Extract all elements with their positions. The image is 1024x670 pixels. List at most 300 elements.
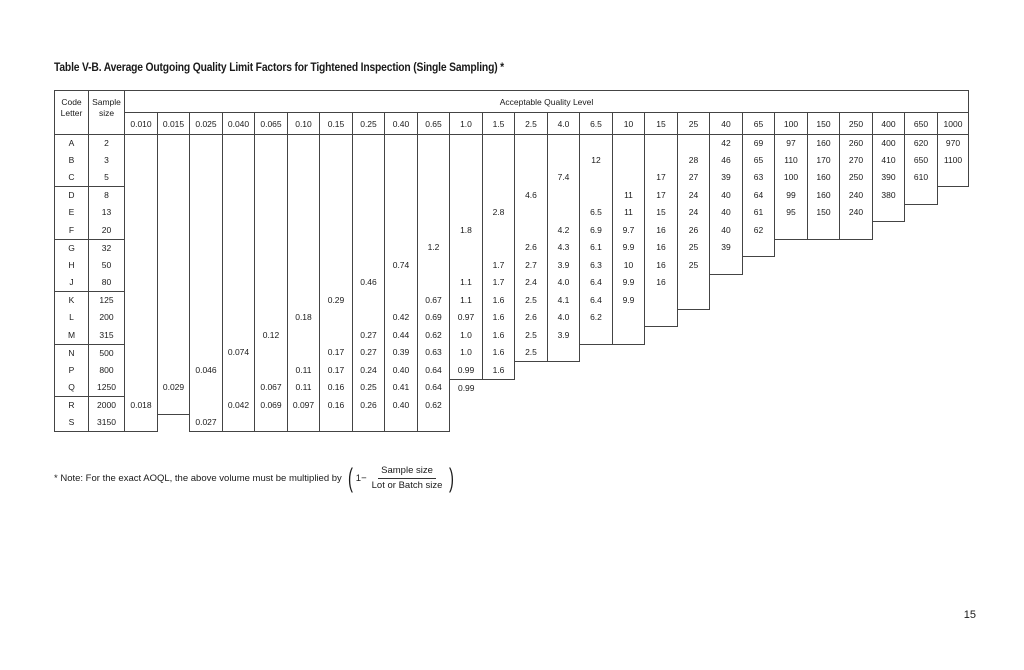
aoql-factor-cell: [223, 257, 255, 275]
aoql-factor-cell: [190, 397, 223, 415]
aql-level-header: 25: [678, 113, 710, 135]
aoql-factor-cell: 25: [678, 239, 710, 257]
code-letter-cell: E: [55, 204, 89, 222]
code-letter-cell: B: [55, 152, 89, 169]
aoql-factor-cell: [190, 379, 223, 397]
aoql-factor-cell: 0.40: [385, 362, 418, 380]
aoql-factor-cell: [125, 327, 158, 345]
aoql-factor-cell: [158, 362, 190, 380]
aoql-factor-cell: [418, 274, 450, 292]
aoql-factor-cell: [710, 379, 743, 397]
aoql-factor-cell: [938, 397, 969, 415]
aoql-factor-cell: [255, 204, 288, 222]
aoql-factor-cell: [548, 204, 580, 222]
page-number: 15: [963, 609, 976, 621]
sample-size-cell: 125: [89, 292, 125, 310]
aoql-factor-cell: 46: [710, 152, 743, 169]
aoql-factor-cell: 1.7: [483, 257, 515, 275]
aql-level-header: 0.040: [223, 113, 255, 135]
aoql-factor-cell: [288, 292, 320, 310]
sample-size-cell: 3150: [89, 414, 125, 432]
code-letter-cell: F: [55, 222, 89, 240]
aoql-factor-cell: 64: [743, 187, 775, 205]
aoql-factor-cell: 17: [645, 187, 678, 205]
aoql-factor-cell: [613, 309, 645, 327]
aoql-factor-cell: 1.2: [418, 239, 450, 257]
aoql-factor-cell: 0.99: [457, 382, 475, 393]
sample-size-cell: 800: [89, 362, 125, 380]
aoql-factor-cell: 1100: [938, 152, 969, 169]
aoql-factors-table: [54, 90, 969, 432]
aoql-factor-cell: [548, 414, 580, 432]
table-row: [55, 152, 969, 169]
aoql-factor-cell: 40: [710, 204, 743, 222]
aoql-factor-cell: [645, 379, 678, 397]
aoql-factor-cell: [418, 257, 450, 275]
sample-size-header-line1: Sample: [92, 97, 121, 107]
aoql-factor-cell: [613, 362, 645, 380]
aoql-factor-cell: [905, 239, 938, 257]
aql-level-header: 0.65: [418, 113, 450, 135]
aoql-factor-cell: [255, 344, 288, 362]
aoql-factor-cell: [710, 274, 743, 292]
aoql-factor-cell: 0.62: [418, 397, 450, 415]
aoql-factor-cell: [125, 414, 158, 432]
aoql-factor-cell: [223, 135, 255, 153]
aoql-factor-cell: [808, 309, 840, 327]
aoql-factor-cell: 9.9: [613, 292, 645, 310]
aoql-factor-cell: [418, 135, 450, 153]
table-row: [55, 239, 969, 257]
aoql-factor-cell: [873, 414, 905, 432]
aoql-factor-cell: [515, 362, 548, 380]
aoql-factor-cell: [515, 204, 548, 222]
aoql-factor-cell: [905, 204, 938, 222]
aoql-factor-cell: [873, 362, 905, 380]
aoql-factor-cell: 6.5: [580, 204, 613, 222]
aoql-factor-cell: [255, 187, 288, 205]
aoql-factor-cell: [353, 257, 385, 275]
aql-level-header: 0.25: [353, 113, 385, 135]
aoql-factor-cell: [223, 327, 255, 345]
aoql-factor-cell: [385, 187, 418, 205]
aql-level-header: 100: [775, 113, 808, 135]
aoql-factor-cell: [418, 222, 450, 240]
aoql-factor-cell: 2.6: [515, 239, 548, 257]
aoql-factor-cell: [580, 327, 613, 345]
code-letter-cell: H: [55, 257, 89, 275]
aoql-factor-cell: [158, 397, 190, 415]
aoql-factor-cell: [125, 152, 158, 169]
aoql-factor-cell: 0.44: [385, 327, 418, 345]
aoql-factor-cell: [775, 257, 808, 275]
table-row: [55, 344, 969, 362]
aoql-factor-cell: [905, 379, 938, 397]
aoql-factor-cell: 0.097: [288, 397, 320, 415]
aoql-factor-cell: 380: [873, 187, 905, 205]
aoql-factor-cell: 1.6: [483, 292, 515, 310]
aoql-factor-cell: 2.6: [515, 309, 548, 327]
aoql-factor-cell: [385, 222, 418, 240]
table-body: [55, 135, 969, 432]
aoql-factor-cell: [938, 344, 969, 362]
aoql-factor-cell: [873, 274, 905, 292]
aoql-factor-cell: [418, 152, 450, 169]
aoql-factor-cell: [158, 152, 190, 169]
aoql-factor-cell: 2.5: [515, 327, 548, 345]
aoql-factor-cell: 9.9: [613, 239, 645, 257]
aql-level-header: 400: [873, 113, 905, 135]
aoql-factor-cell: [515, 152, 548, 169]
aoql-factor-cell: [255, 274, 288, 292]
code-letter-cell: M: [55, 327, 89, 345]
aoql-factor-cell: [125, 187, 158, 205]
aoql-factor-cell: [905, 187, 938, 205]
aoql-factor-cell: [873, 327, 905, 345]
aoql-factor-cell: [288, 344, 320, 362]
sample-size-cell: 2000: [89, 397, 125, 415]
aoql-factor-cell: [483, 135, 515, 153]
aoql-factor-cell: [190, 152, 223, 169]
aoql-factor-cell: [450, 397, 483, 415]
aoql-factor-cell: [515, 169, 548, 187]
aoql-factor-cell: 0.029: [158, 379, 190, 397]
aql-level-header: 0.010: [125, 113, 158, 135]
code-letter-cell: A: [55, 135, 89, 153]
aoql-factor-cell: [385, 292, 418, 310]
aoql-factor-cell: 0.39: [385, 344, 418, 362]
aoql-factor-cell: 99: [775, 187, 808, 205]
aoql-factor-cell: [808, 257, 840, 275]
code-letter-cell: P: [55, 362, 89, 380]
aoql-factor-cell: [775, 309, 808, 327]
aoql-factor-cell: 0.74: [385, 257, 418, 275]
aoql-factor-cell: [808, 344, 840, 362]
aoql-factor-cell: 0.12: [255, 327, 288, 345]
aoql-factor-cell: [255, 257, 288, 275]
aoql-factor-cell: [710, 344, 743, 362]
aoql-factor-cell: [678, 379, 710, 397]
aoql-factor-cell: [645, 309, 678, 327]
aoql-factor-cell: [808, 397, 840, 415]
fraction: [369, 465, 446, 491]
aoql-factor-cell: 0.11: [288, 379, 320, 397]
aoql-factor-cell: 0.17: [320, 344, 353, 362]
aoql-factor-cell: [678, 309, 710, 327]
aoql-factor-cell: 61: [743, 204, 775, 222]
aoql-factor-cell: [678, 274, 710, 292]
aoql-factor-cell: 63: [743, 169, 775, 187]
aoql-factor-cell: [158, 274, 190, 292]
aoql-factor-cell: [873, 397, 905, 415]
aoql-factor-cell: 10: [613, 257, 645, 275]
aoql-factor-cell: [158, 187, 190, 205]
aoql-factor-cell: [158, 239, 190, 257]
aoql-factor-cell: 11: [613, 204, 645, 222]
aoql-factor-cell: [223, 274, 255, 292]
aoql-factor-cell: [450, 239, 483, 257]
aoql-factor-cell: [580, 397, 613, 415]
aoql-factor-cell: 24: [678, 187, 710, 205]
code-letter-cell: S: [55, 414, 89, 432]
aql-level-header: 0.015: [158, 113, 190, 135]
aoql-factor-cell: 7.4: [548, 169, 580, 187]
aoql-factor-cell: 15: [645, 204, 678, 222]
aoql-factor-cell: [255, 239, 288, 257]
aoql-factor-cell: 0.046: [190, 362, 223, 380]
aoql-factor-cell: [353, 414, 385, 432]
aql-level-header: 1.0: [450, 113, 483, 135]
aoql-factor-cell: [158, 169, 190, 187]
aoql-factor-cell: 620: [905, 135, 938, 153]
sample-size-cell: 3: [89, 152, 125, 169]
aoql-factor-cell: [808, 362, 840, 380]
aoql-factor-cell: 0.11: [288, 362, 320, 380]
aoql-factor-cell: [190, 204, 223, 222]
aoql-factor-cell: 40: [710, 187, 743, 205]
fraction-denominator: Lot or Batch size: [371, 480, 443, 491]
aoql-factor-cell: [840, 379, 873, 397]
aoql-factor-cell: [190, 239, 223, 257]
aoql-factor-cell: [938, 309, 969, 327]
aoql-factor-cell: [158, 135, 190, 153]
aoql-factor-cell: [158, 222, 190, 240]
aoql-factor-cell: 42: [710, 135, 743, 153]
aql-level-header: 1000: [938, 113, 969, 135]
aoql-factor-cell: [645, 292, 678, 310]
aoql-factor-cell: [873, 239, 905, 257]
aoql-factor-cell: [255, 292, 288, 310]
aoql-factor-cell: [873, 379, 905, 397]
aoql-factor-cell: 0.074: [223, 344, 255, 362]
aoql-factor-cell: 0.46: [353, 274, 385, 292]
aoql-factor-cell: [938, 379, 969, 397]
aoql-factor-cell: [775, 379, 808, 397]
aoql-factor-cell: [905, 327, 938, 345]
aoql-factor-cell: 1.1: [450, 292, 483, 310]
aoql-factor-cell: [483, 239, 515, 257]
aoql-factor-cell: [938, 414, 969, 432]
aoql-factor-cell: 28: [678, 152, 710, 169]
aoql-factor-cell: [418, 204, 450, 222]
aql-level-header: 15: [645, 113, 678, 135]
aoql-factor-cell: [255, 309, 288, 327]
aoql-factor-cell: [548, 379, 580, 397]
aoql-factor-cell: 1.6: [483, 362, 515, 380]
aoql-factor-cell: [938, 257, 969, 275]
aoql-factor-cell: [840, 274, 873, 292]
aoql-factor-cell: [613, 327, 645, 345]
aoql-factor-cell: 16: [645, 274, 678, 292]
aoql-factor-cell: [190, 344, 223, 362]
aoql-factor-cell: 240: [840, 204, 873, 222]
aoql-factor-cell: [873, 257, 905, 275]
aoql-factor-cell: [678, 414, 710, 432]
code-letter-cell: K: [55, 292, 89, 310]
aoql-factor-cell: 11: [613, 187, 645, 205]
aoql-factor-cell: [613, 414, 645, 432]
aoql-factor-cell: 150: [808, 204, 840, 222]
aoql-factor-cell: [580, 135, 613, 153]
sample-size-cell: 50: [89, 257, 125, 275]
aoql-factor-cell: 12: [580, 152, 613, 169]
aoql-factor-cell: [678, 344, 710, 362]
aoql-factor-cell: [580, 187, 613, 205]
aoql-factor-cell: 160: [808, 135, 840, 153]
table-row: [55, 309, 969, 327]
aoql-factor-cell: [743, 397, 775, 415]
aoql-factor-cell: [905, 222, 938, 240]
aoql-factor-cell: [840, 309, 873, 327]
aoql-factor-cell: [580, 344, 613, 362]
aoql-factor-cell: 0.26: [353, 397, 385, 415]
right-paren: ): [449, 463, 455, 493]
aoql-factor-cell: [938, 362, 969, 380]
aoql-factor-cell: [775, 274, 808, 292]
aoql-factor-cell: 6.3: [580, 257, 613, 275]
aoql-factor-cell: [158, 327, 190, 345]
aoql-factor-cell: [288, 327, 320, 345]
aoql-factor-cell: [288, 274, 320, 292]
aoql-factor-cell: [320, 204, 353, 222]
aoql-factor-cell: 650: [905, 152, 938, 169]
aoql-factor-cell: 39: [710, 239, 743, 257]
aoql-factor-cell: [808, 292, 840, 310]
aoql-factor-cell: [840, 239, 873, 257]
aoql-factor-cell: [483, 222, 515, 240]
aoql-factor-cell: [808, 327, 840, 345]
code-letter-cell: R: [55, 397, 89, 415]
aoql-factor-cell: [743, 274, 775, 292]
aoql-factor-cell: 270: [840, 152, 873, 169]
aoql-factor-cell: [158, 292, 190, 310]
aoql-factor-cell: 100: [775, 169, 808, 187]
footnote-text: * Note: For the exact AOQL, the above volume must be multiplied by: [54, 472, 342, 484]
aoql-factor-cell: [710, 327, 743, 345]
aoql-factor-cell: [353, 187, 385, 205]
aoql-factor-cell: 0.018: [125, 397, 158, 415]
aoql-factor-cell: [873, 309, 905, 327]
aoql-factor-cell: [158, 344, 190, 362]
aql-level-header: 6.5: [580, 113, 613, 135]
sample-size-cell: 80: [89, 274, 125, 292]
aoql-factor-cell: [548, 344, 580, 362]
aoql-factor-cell: 1.8: [450, 222, 483, 240]
aoql-factor-cell: [353, 152, 385, 169]
aoql-factor-cell: 0.67: [418, 292, 450, 310]
aoql-factor-cell: [873, 204, 905, 222]
aoql-factor-cell: [483, 187, 515, 205]
aoql-factor-cell: [840, 222, 873, 240]
aoql-factor-cell: [515, 414, 548, 432]
aoql-factor-cell: [450, 204, 483, 222]
aoql-factor-cell: [678, 135, 710, 153]
code-letter-cell: J: [55, 274, 89, 292]
aoql-factor-cell: [840, 397, 873, 415]
aoql-factor-cell: [808, 222, 840, 240]
aql-level-header: 250: [840, 113, 873, 135]
aoql-factor-cell: [775, 397, 808, 415]
aoql-factor-cell: 240: [840, 187, 873, 205]
aoql-factor-cell: [385, 135, 418, 153]
aoql-factor-cell: 390: [873, 169, 905, 187]
aoql-factor-cell: [808, 274, 840, 292]
aql-level-header: 40: [710, 113, 743, 135]
aoql-factor-cell: [840, 344, 873, 362]
code-letter-header: [55, 91, 89, 135]
aoql-factor-cell: [938, 292, 969, 310]
aoql-factor-cell: 0.62: [418, 327, 450, 345]
aql-level-header: 0.10: [288, 113, 320, 135]
aoql-factor-cell: 410: [873, 152, 905, 169]
code-letter-header-line1: Code: [61, 97, 82, 107]
aoql-factor-cell: [743, 292, 775, 310]
aql-level-header: 650: [905, 113, 938, 135]
aoql-factor-cell: [320, 309, 353, 327]
aoql-factor-cell: [840, 414, 873, 432]
aoql-factor-cell: [548, 152, 580, 169]
aoql-factor-cell: 6.2: [580, 309, 613, 327]
aoql-factor-cell: 2.7: [515, 257, 548, 275]
aoql-factor-cell: [515, 135, 548, 153]
aoql-factor-cell: [743, 362, 775, 380]
aoql-factor-cell: [743, 379, 775, 397]
aoql-factor-cell: 0.41: [385, 379, 418, 397]
aoql-factor-cell: 0.042: [223, 397, 255, 415]
aoql-factor-cell: [645, 152, 678, 169]
aoql-factor-cell: 9.9: [613, 274, 645, 292]
aoql-factor-cell: 16: [645, 239, 678, 257]
aoql-factor-cell: [450, 257, 483, 275]
aoql-factor-cell: [418, 169, 450, 187]
aoql-factor-cell: 6.4: [580, 274, 613, 292]
aoql-factor-cell: [483, 169, 515, 187]
aoql-factor-cell: [125, 135, 158, 153]
aoql-factor-cell: 3.9: [548, 327, 580, 345]
aoql-factor-cell: [125, 274, 158, 292]
aoql-factor-cell: [873, 292, 905, 310]
aoql-factor-cell: [743, 239, 775, 257]
aoql-factor-cell: 1.0: [450, 327, 483, 345]
aoql-factor-cell: 610: [905, 169, 938, 187]
sample-size-cell: 315: [89, 327, 125, 345]
aql-level-header: 0.065: [255, 113, 288, 135]
aoql-factor-cell: 4.6: [515, 187, 548, 205]
aoql-factor-cell: 0.40: [385, 397, 418, 415]
aoql-factor-cell: [873, 222, 905, 240]
sample-size-cell: 2: [89, 135, 125, 153]
aoql-factor-cell: [320, 152, 353, 169]
aoql-factor-cell: [743, 309, 775, 327]
aoql-factor-cell: [190, 135, 223, 153]
aoql-factor-cell: 2.5: [515, 292, 548, 310]
sample-size-header-line2: size: [98, 108, 115, 118]
aoql-factor-cell: [320, 222, 353, 240]
aoql-factor-cell: [905, 362, 938, 380]
aql-level-header: 4.0: [548, 113, 580, 135]
aoql-factor-cell: [450, 135, 483, 153]
aoql-factor-cell: 1.0: [450, 344, 483, 362]
aoql-factor-cell: [905, 274, 938, 292]
aql-level-header: 2.5: [515, 113, 548, 135]
code-letter-cell: L: [55, 309, 89, 327]
aql-level-header: 1.5: [483, 113, 515, 135]
aoql-factor-cell: 0.42: [385, 309, 418, 327]
aoql-factor-cell: 2.5: [515, 344, 548, 362]
aoql-factor-cell: 0.16: [320, 397, 353, 415]
aoql-factor-cell: [580, 414, 613, 432]
aql-level-header: 10: [613, 113, 645, 135]
